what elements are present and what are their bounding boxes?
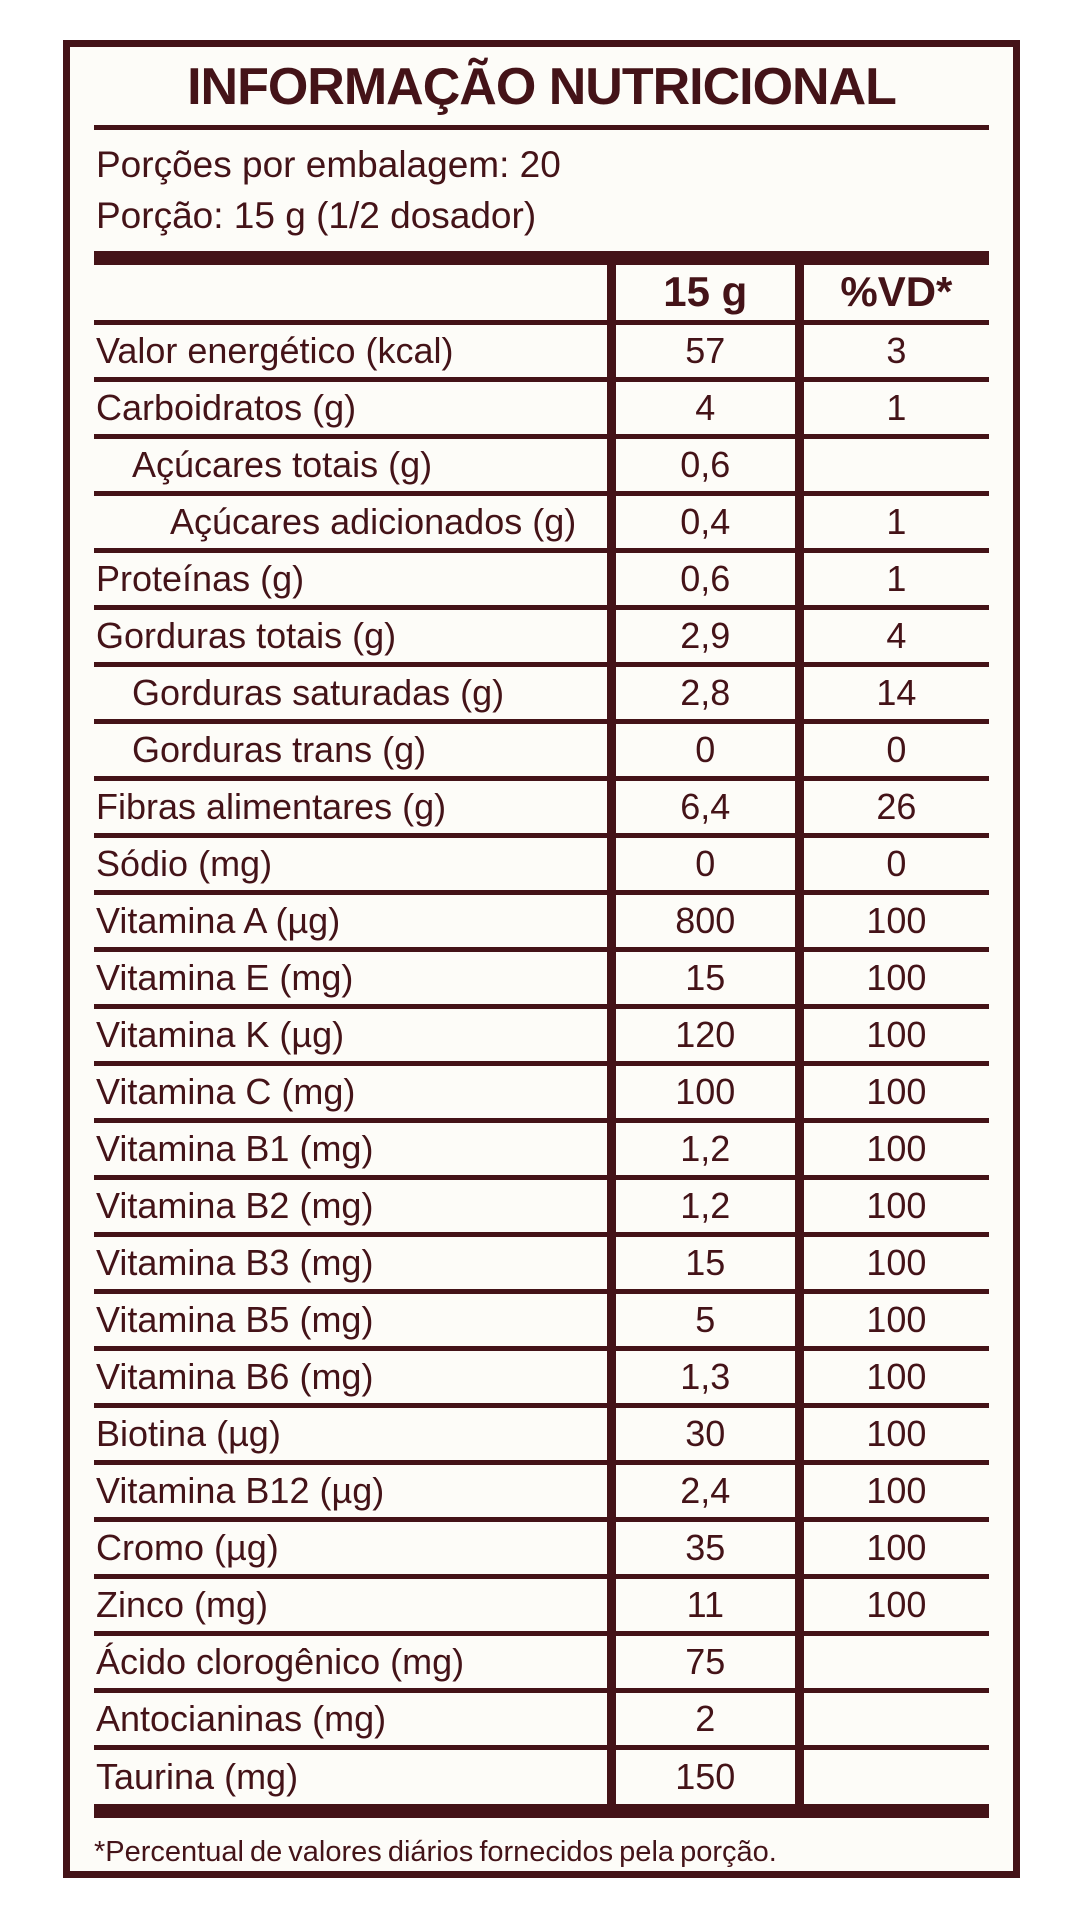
table-header-row bbox=[94, 265, 989, 322]
nutrient-amount: 0,6 bbox=[611, 436, 799, 493]
nutrient-name: Sódio (mg) bbox=[94, 835, 611, 892]
table-row bbox=[94, 550, 989, 607]
nutrient-dv: 0 bbox=[799, 721, 989, 778]
nutrient-name: Vitamina B1 (mg) bbox=[94, 1120, 611, 1177]
nutrient-amount: 0 bbox=[611, 835, 799, 892]
nutrient-amount: 2,8 bbox=[611, 664, 799, 721]
nutrient-dv: 4 bbox=[799, 607, 989, 664]
nutrient-name: Gorduras saturadas (g) bbox=[94, 664, 611, 721]
table-row bbox=[94, 1120, 989, 1177]
table-row bbox=[94, 1177, 989, 1234]
nutrient-column-header bbox=[94, 265, 611, 322]
nutrient-amount: 35 bbox=[611, 1519, 799, 1576]
nutrient-amount: 11 bbox=[611, 1576, 799, 1633]
label-title: INFORMAÇÃO NUTRICIONAL bbox=[187, 58, 896, 116]
nutrient-amount: 150 bbox=[611, 1747, 799, 1804]
table-row bbox=[94, 1690, 989, 1747]
nutrient-dv: 3 bbox=[799, 322, 989, 379]
nutrient-amount: 75 bbox=[611, 1633, 799, 1690]
nutrient-dv: 100 bbox=[799, 1348, 989, 1405]
nutrient-amount: 6,4 bbox=[611, 778, 799, 835]
nutrient-dv: 100 bbox=[799, 1063, 989, 1120]
nutrient-name: Vitamina B2 (mg) bbox=[94, 1177, 611, 1234]
nutrient-name: Proteínas (g) bbox=[94, 550, 611, 607]
table-row bbox=[94, 1519, 989, 1576]
nutrient-amount: 15 bbox=[611, 1234, 799, 1291]
nutrient-amount: 0,6 bbox=[611, 550, 799, 607]
nutrient-dv: 100 bbox=[799, 1576, 989, 1633]
nutrient-dv: 100 bbox=[799, 1120, 989, 1177]
nutrient-name: Taurina (mg) bbox=[94, 1747, 611, 1804]
title-divider bbox=[94, 125, 989, 130]
nutrient-dv: 26 bbox=[799, 778, 989, 835]
nutrient-amount: 1,2 bbox=[611, 1120, 799, 1177]
nutrient-dv: 14 bbox=[799, 664, 989, 721]
nutrient-name: Vitamina B12 (µg) bbox=[94, 1462, 611, 1519]
table-row bbox=[94, 778, 989, 835]
nutrient-amount: 120 bbox=[611, 1006, 799, 1063]
nutrient-dv: 100 bbox=[799, 1006, 989, 1063]
table-row bbox=[94, 892, 989, 949]
nutrient-dv: 100 bbox=[799, 1291, 989, 1348]
nutrient-name: Açúcares adicionados (g) bbox=[94, 493, 611, 550]
footnote: *Percentual de valores diários fornecidos pela porção. bbox=[94, 1836, 777, 1868]
nutrient-dv bbox=[799, 1633, 989, 1690]
nutrient-name: Valor energético (kcal) bbox=[94, 322, 611, 379]
table-row bbox=[94, 721, 989, 778]
nutrient-name: Fibras alimentares (g) bbox=[94, 778, 611, 835]
table-row bbox=[94, 322, 989, 379]
table-row bbox=[94, 664, 989, 721]
nutrient-amount: 4 bbox=[611, 379, 799, 436]
nutrient-amount: 0 bbox=[611, 721, 799, 778]
table-row bbox=[94, 1063, 989, 1120]
nutrient-dv: 100 bbox=[799, 1519, 989, 1576]
nutrient-name: Vitamina B6 (mg) bbox=[94, 1348, 611, 1405]
nutrient-amount: 15 bbox=[611, 949, 799, 1006]
nutrient-dv bbox=[799, 436, 989, 493]
nutrient-amount: 2 bbox=[611, 1690, 799, 1747]
nutrient-amount: 57 bbox=[611, 322, 799, 379]
nutrient-amount: 1,2 bbox=[611, 1177, 799, 1234]
nutrient-dv bbox=[799, 1690, 989, 1747]
nutrient-dv: 100 bbox=[799, 1234, 989, 1291]
servings-per-package: Porções por embalagem: 20 bbox=[96, 144, 561, 185]
nutrient-dv: 100 bbox=[799, 949, 989, 1006]
nutrient-amount: 0,4 bbox=[611, 493, 799, 550]
table-row bbox=[94, 1291, 989, 1348]
table-row bbox=[94, 493, 989, 550]
table-row bbox=[94, 1576, 989, 1633]
table-row bbox=[94, 1348, 989, 1405]
dv-column-header: %VD* bbox=[799, 265, 989, 322]
table-row bbox=[94, 1006, 989, 1063]
nutrient-name: Vitamina E (mg) bbox=[94, 949, 611, 1006]
nutrient-name: Vitamina C (mg) bbox=[94, 1063, 611, 1120]
table-top-bar bbox=[94, 251, 989, 265]
table-row bbox=[94, 379, 989, 436]
table-row bbox=[94, 607, 989, 664]
nutrient-amount: 2,9 bbox=[611, 607, 799, 664]
table-row bbox=[94, 1462, 989, 1519]
amount-column-header: 15 g bbox=[611, 265, 799, 322]
nutrient-dv: 100 bbox=[799, 1405, 989, 1462]
nutrient-name: Açúcares totais (g) bbox=[94, 436, 611, 493]
table-row bbox=[94, 835, 989, 892]
nutrient-name: Vitamina B3 (mg) bbox=[94, 1234, 611, 1291]
table-row bbox=[94, 1405, 989, 1462]
nutrient-dv: 0 bbox=[799, 835, 989, 892]
nutrient-dv: 1 bbox=[799, 379, 989, 436]
nutrient-name: Vitamina A (µg) bbox=[94, 892, 611, 949]
table-row bbox=[94, 1633, 989, 1690]
nutrient-name: Biotina (µg) bbox=[94, 1405, 611, 1462]
nutrient-dv: 100 bbox=[799, 1177, 989, 1234]
nutrient-amount: 2,4 bbox=[611, 1462, 799, 1519]
nutrient-name: Vitamina B5 (mg) bbox=[94, 1291, 611, 1348]
portion-size: Porção: 15 g (1/2 dosador) bbox=[96, 195, 537, 236]
table-row bbox=[94, 1234, 989, 1291]
serving-info bbox=[96, 139, 989, 241]
nutrient-name: Antocianinas (mg) bbox=[94, 1690, 611, 1747]
table-row bbox=[94, 1747, 989, 1804]
nutrient-amount: 30 bbox=[611, 1405, 799, 1462]
nutrient-dv: 100 bbox=[799, 1462, 989, 1519]
nutrient-dv: 100 bbox=[799, 892, 989, 949]
nutrient-name: Cromo (µg) bbox=[94, 1519, 611, 1576]
nutrient-amount: 1,3 bbox=[611, 1348, 799, 1405]
table-bottom-bar bbox=[94, 1804, 989, 1818]
nutrient-amount: 100 bbox=[611, 1063, 799, 1120]
nutrient-name: Ácido clorogênico (mg) bbox=[94, 1633, 611, 1690]
nutrition-label bbox=[63, 40, 1020, 1878]
table-row bbox=[94, 436, 989, 493]
nutrient-dv: 1 bbox=[799, 493, 989, 550]
nutrition-table bbox=[94, 265, 989, 1804]
nutrient-name: Gorduras totais (g) bbox=[94, 607, 611, 664]
nutrient-amount: 800 bbox=[611, 892, 799, 949]
nutrient-dv: 1 bbox=[799, 550, 989, 607]
nutrient-name: Zinco (mg) bbox=[94, 1576, 611, 1633]
nutrient-dv bbox=[799, 1747, 989, 1804]
nutrient-name: Carboidratos (g) bbox=[94, 379, 611, 436]
table-row bbox=[94, 949, 989, 1006]
nutrient-name: Gorduras trans (g) bbox=[94, 721, 611, 778]
nutrient-amount: 5 bbox=[611, 1291, 799, 1348]
nutrient-name: Vitamina K (µg) bbox=[94, 1006, 611, 1063]
